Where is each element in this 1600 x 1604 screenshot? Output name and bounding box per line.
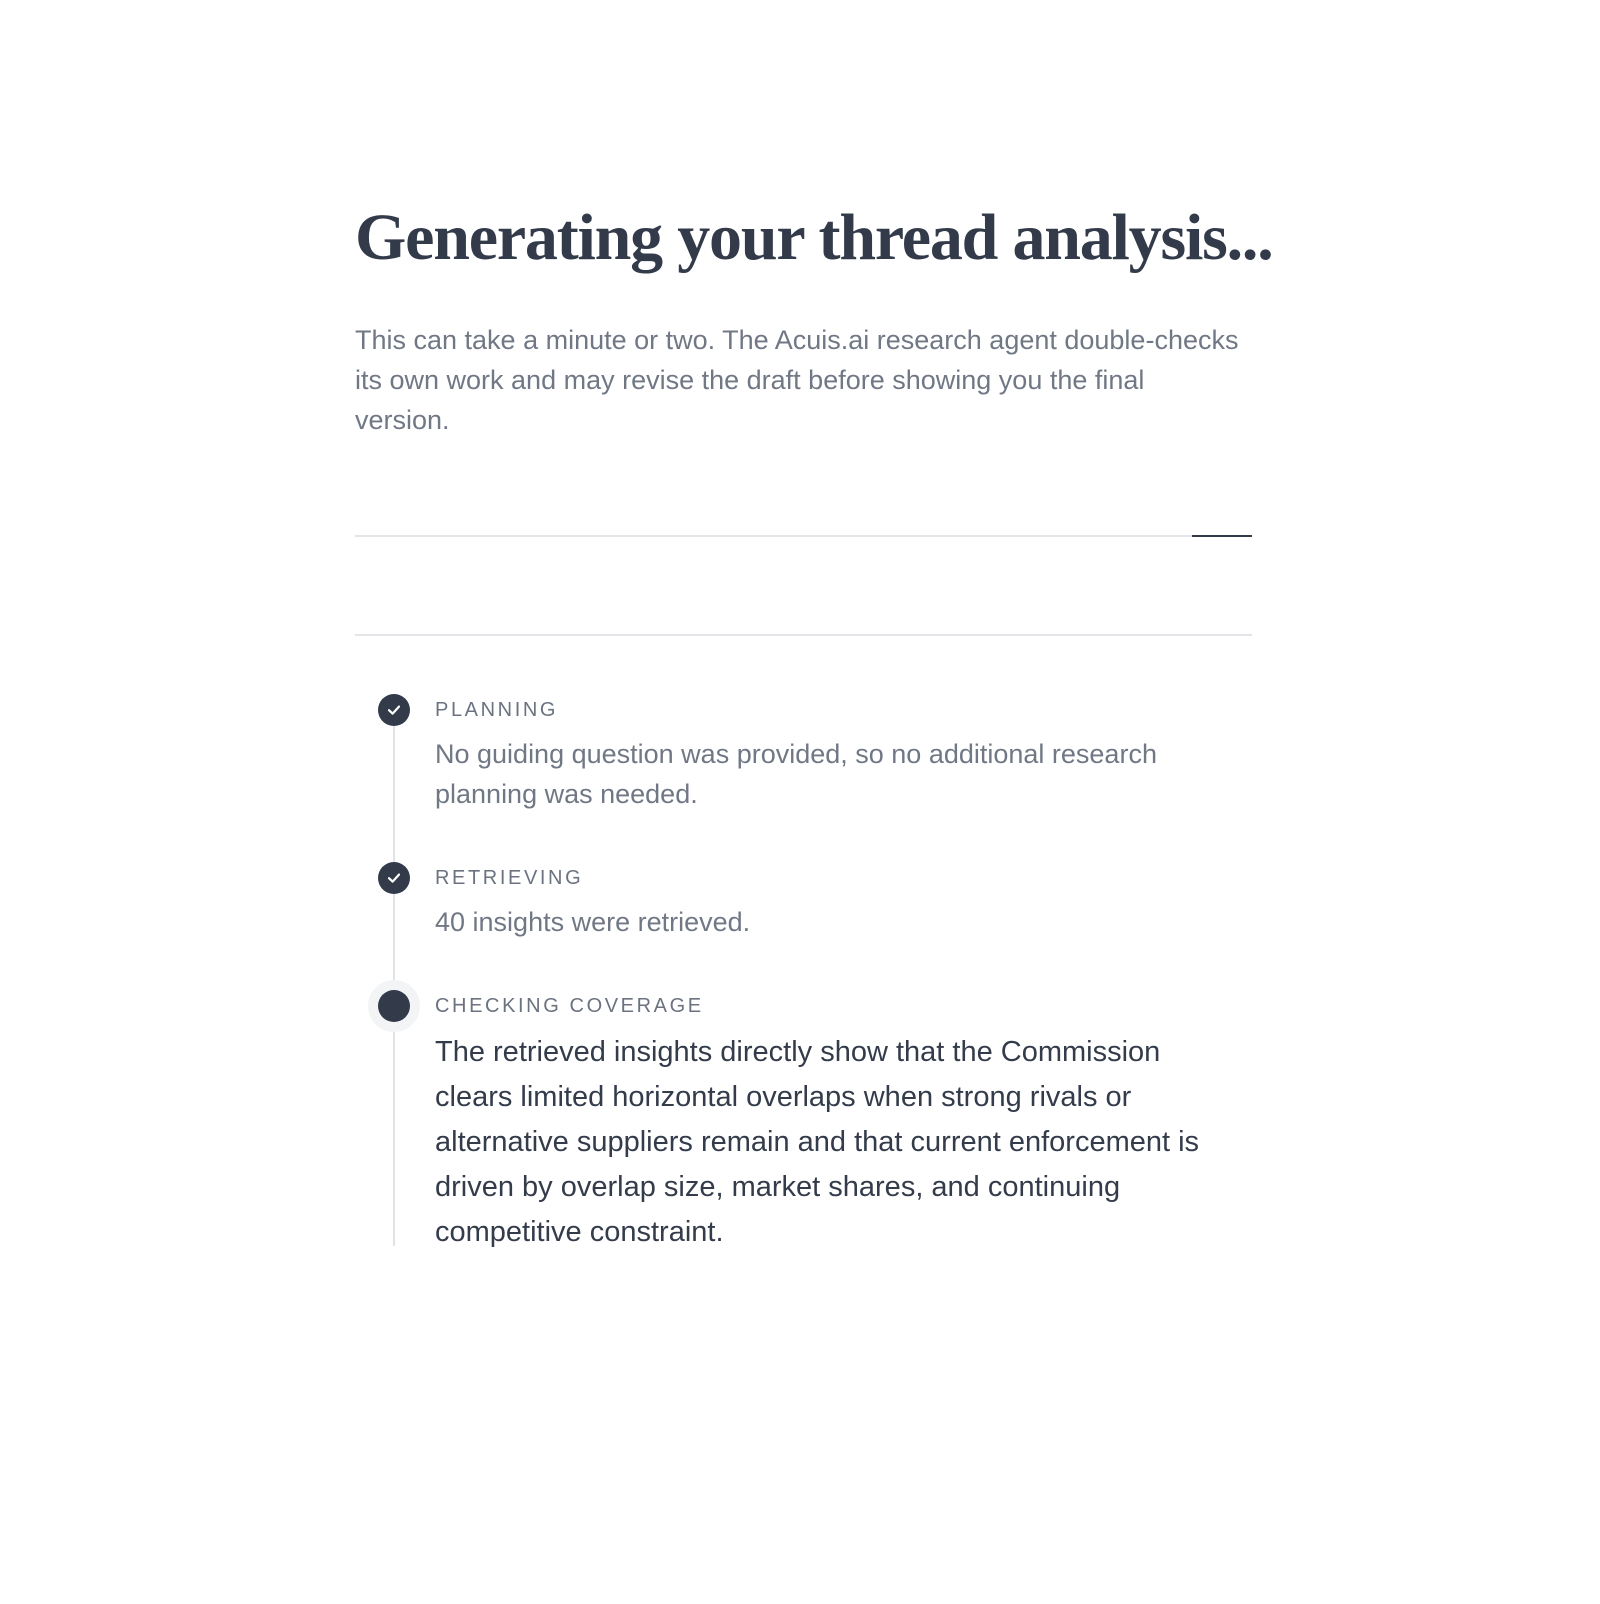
timeline-connector bbox=[393, 710, 395, 1246]
dot-icon bbox=[378, 990, 410, 1022]
step-label: PLANNING bbox=[435, 699, 559, 721]
step-description: 40 insights were retrieved. bbox=[435, 907, 751, 937]
page-subtitle: This can take a minute or two. The Acuis.ai research agent double-checks its own work and may revise the draft before showing you the final version. bbox=[355, 325, 1239, 435]
check-icon bbox=[385, 869, 403, 887]
check-icon bbox=[385, 701, 403, 719]
step-description: The retrieved insights directly show that the Commission clears limited horizontal overlaps when strong rivals or alternative suppliers remain and that current enforcement is driven by overlap size, market shares, and continuing competitive constraint. bbox=[435, 1036, 1200, 1248]
step-description: No guiding question was provided, so no additional research planning was needed. bbox=[435, 739, 1157, 809]
page-title: Generating your thread analysis... bbox=[355, 201, 1273, 274]
section-divider bbox=[355, 634, 1252, 636]
step-label: CHECKING COVERAGE bbox=[435, 995, 704, 1017]
progress-bar-fill bbox=[1192, 535, 1252, 537]
step-complete-marker bbox=[378, 694, 410, 726]
step-label: RETRIEVING bbox=[435, 867, 584, 889]
progress-bar bbox=[355, 535, 1252, 537]
step-complete-marker bbox=[378, 862, 410, 894]
